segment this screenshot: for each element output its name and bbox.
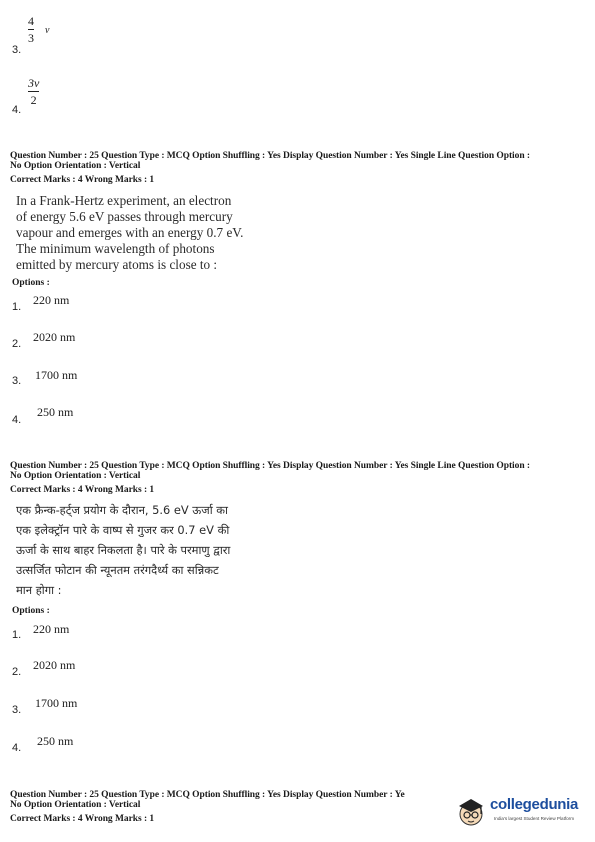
- question-line: ऊर्जा के साथ बाहर निकलता है। पारे के परमाणु द्वारा: [16, 543, 231, 557]
- numerator: 4: [28, 14, 34, 28]
- option-text: 2020 nm: [33, 330, 76, 344]
- question-line: In a Frank-Hertz experiment, an electron: [16, 193, 232, 208]
- denominator: 2: [30, 93, 37, 107]
- question-line: उत्सर्जित फोटान की न्यूनतम तरंगदैर्ध्य का सन्निकट: [16, 563, 219, 577]
- option-number: 4.: [12, 414, 22, 426]
- question-meta: Question Number : 25 Question Type : MCQ Option Shuffling : Yes Display Question Number : Yes Single Line Question Option :: [10, 151, 531, 161]
- option-text: 2020 nm: [33, 658, 76, 672]
- question-line: एक इलेक्ट्रॉन पारे के वाष्प से गुजर कर 0.7 eV की: [16, 523, 230, 537]
- question-text-hindi: [16, 500, 230, 600]
- brand-name: collegedunia: [490, 796, 579, 813]
- option-text: 1700 nm: [35, 368, 78, 382]
- question-marks: Correct Marks : 4 Wrong Marks : 1: [10, 814, 155, 824]
- question-meta: Question Number : 25 Question Type : MCQ Option Shuffling : Yes Display Question Number : Ye: [10, 790, 405, 800]
- student-avatar-icon: [454, 794, 488, 828]
- brand-tagline: India's largest Student Review Platform: [494, 816, 575, 821]
- options-label: Options :: [12, 606, 50, 616]
- option-number: 2.: [12, 338, 22, 350]
- option-text: 250 nm: [37, 405, 74, 419]
- question-meta: No Option Orientation : Vertical: [10, 471, 141, 481]
- fraction-option: [28, 12, 34, 44]
- question-line: मान होगा :: [16, 583, 62, 597]
- option-number: 4.: [12, 742, 22, 754]
- question-meta: No Option Orientation : Vertical: [10, 161, 141, 171]
- question-marks: Correct Marks : 4 Wrong Marks : 1: [10, 485, 155, 495]
- option-text: 220 nm: [33, 622, 70, 636]
- question-line: vapour and emerges with an energy 0.7 eV.: [16, 225, 244, 240]
- option-number: 4.: [12, 104, 22, 116]
- brand-logo: [444, 786, 594, 832]
- question-line: The minimum wavelength of photons: [16, 241, 215, 256]
- question-line: emitted by mercury atoms is close to :: [16, 257, 218, 272]
- option-number: 3.: [12, 44, 22, 56]
- fraction-option: [28, 74, 39, 106]
- question-meta: No Option Orientation : Vertical: [10, 800, 141, 810]
- option-number: 1.: [12, 301, 22, 313]
- question-meta: Question Number : 25 Question Type : MCQ Option Shuffling : Yes Display Question Number : Yes Single Line Question Option :: [10, 461, 531, 471]
- option-number: 2.: [12, 666, 22, 678]
- question-text: [16, 193, 243, 273]
- option-text: 1700 nm: [35, 696, 78, 710]
- option-text: 250 nm: [37, 734, 74, 748]
- variable: v: [45, 25, 50, 36]
- options-label: Options :: [12, 278, 50, 288]
- question-line: एक फ्रैन्क-हर्ट्ज प्रयोग के दौरान, 5.6 eV ऊर्जा का: [16, 503, 228, 517]
- option-text: 220 nm: [33, 293, 70, 307]
- option-number: 1.: [12, 629, 22, 641]
- option-number: 3.: [12, 704, 22, 716]
- question-marks: Correct Marks : 4 Wrong Marks : 1: [10, 175, 155, 185]
- denominator: 3: [28, 31, 34, 45]
- numerator: 3v: [28, 76, 40, 90]
- question-line: of energy 5.6 eV passes through mercury: [16, 209, 233, 224]
- option-number: 3.: [12, 375, 22, 387]
